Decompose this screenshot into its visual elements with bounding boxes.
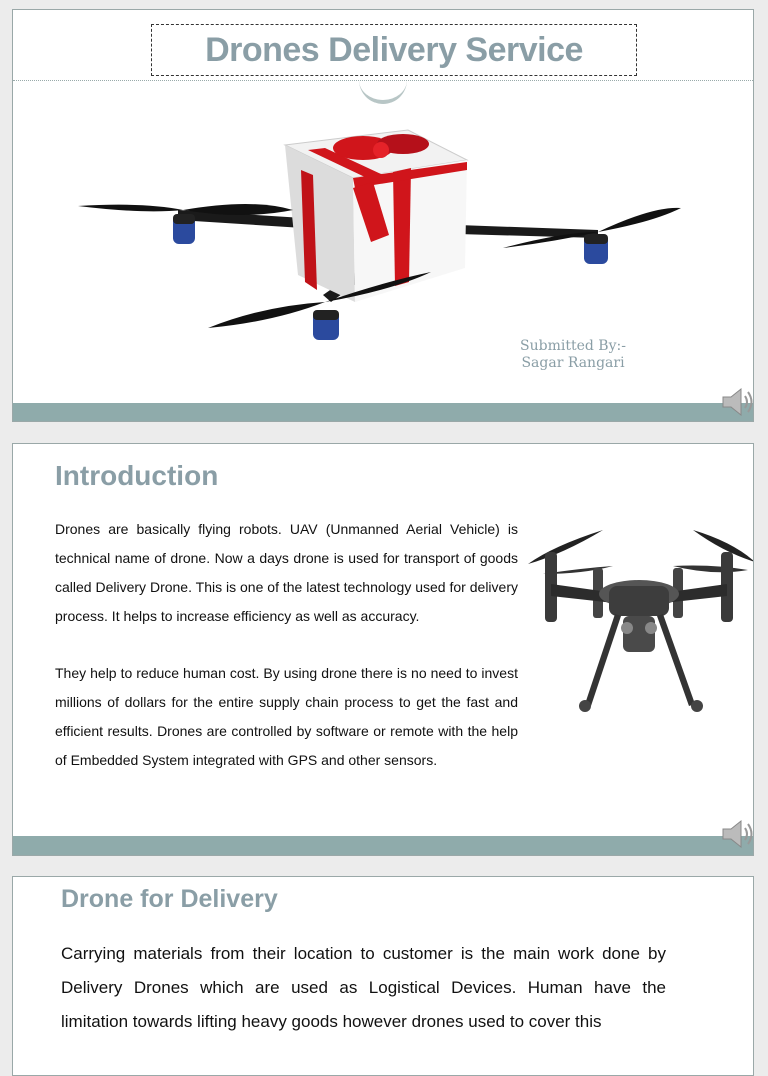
- quadcopter-image: [523, 524, 754, 724]
- accent-bar: [13, 403, 753, 422]
- slide-title: [12, 9, 754, 422]
- intro-paragraph-1: Drones are basically flying robots. UAV (Unmanned Aerial Vehicle) is technical name of drone. Now a days drone is used for transport of goods called Delivery Drone. This is one of the latest technology used for delivery process. It helps to increase efficiency as well as accuracy.: [55, 521, 518, 624]
- delivery-paragraph: Carrying materials from their location to customer is the main work done by Delivery Drones which are used as Logistical Devices. Human have the limitation towards lifting heavy goods however drones used to cover this: [61, 944, 666, 1031]
- submitted-name: Sagar Rangari: [521, 355, 625, 371]
- slide-drone-for-delivery: [12, 876, 754, 1076]
- title-placeholder[interactable]: [151, 24, 637, 76]
- speaker-icon[interactable]: [717, 814, 754, 854]
- slide-heading: Drone for Delivery: [61, 885, 278, 913]
- submitted-by: [493, 338, 653, 372]
- slide-introduction: [12, 443, 754, 856]
- slide-heading: Introduction: [55, 460, 219, 491]
- slide-title-text: Drones Delivery Service: [205, 31, 583, 69]
- submitted-label: Submitted By:-: [520, 338, 626, 354]
- intro-paragraph-2: They help to reduce human cost. By using drone there is no need to invest millions of dollars for the entire supply chain process to get the fast and efficient results. Drones are controlled by software or remote with the help of Embedded System integrated with GPS and other sensors.: [55, 665, 518, 768]
- gift-drone-image: [63, 110, 683, 340]
- speaker-icon[interactable]: [717, 382, 754, 422]
- accent-bar: [13, 836, 753, 856]
